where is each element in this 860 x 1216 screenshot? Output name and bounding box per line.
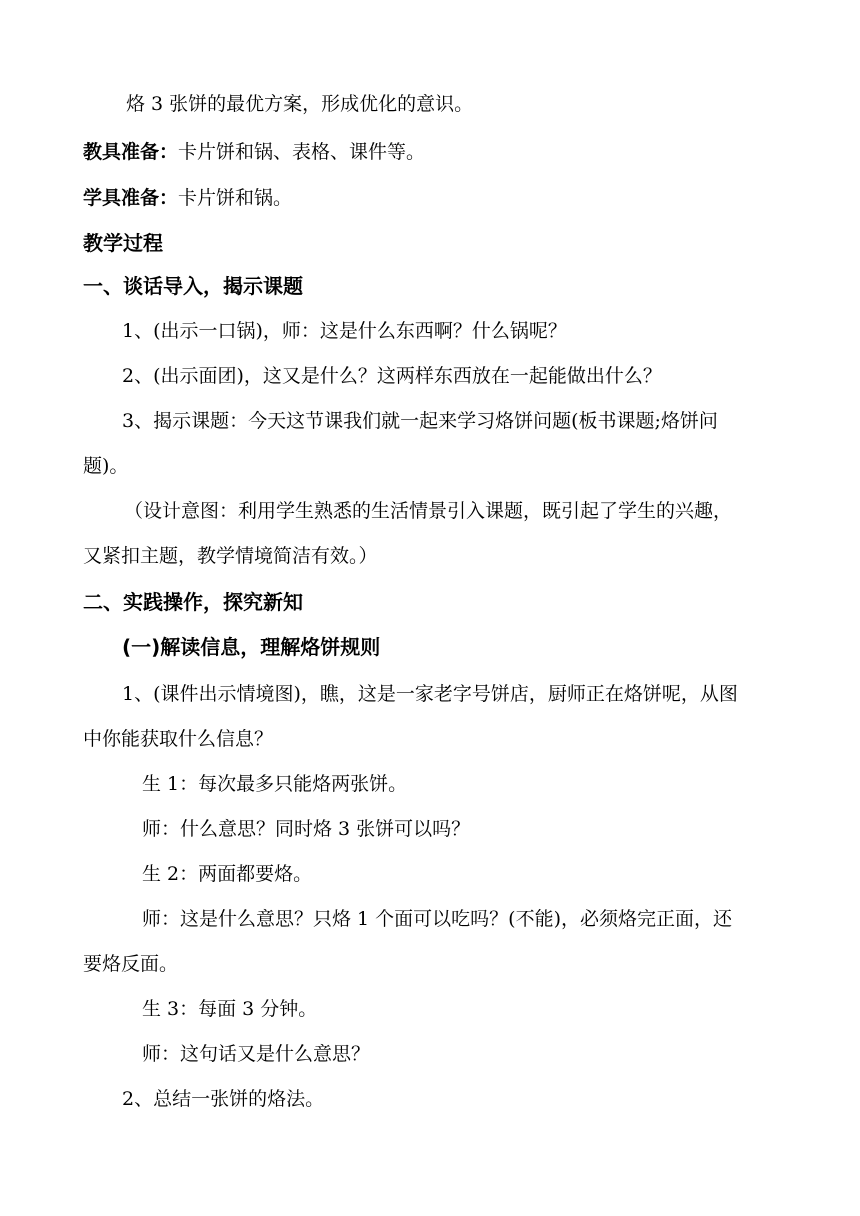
step-3-continuation: 题)。	[83, 455, 129, 477]
info-step-1: 1、(课件出示情境图)，瞧，这是一家老字号饼店，厨师正在烙饼呢，从图	[122, 683, 738, 705]
teacher-3: 师：这句话又是什么意思？	[142, 1043, 371, 1065]
learning-aids-label: 学具准备：	[83, 187, 179, 209]
teaching-aids-text: 卡片饼和锅、表格、课件等。	[178, 141, 426, 163]
teacher-1: 师：什么意思？同时烙 3 张饼可以吗？	[142, 818, 471, 840]
section-two-heading: 二、实践操作，探究新知	[83, 590, 303, 614]
info-step-1-continuation: 中你能获取什么信息？	[83, 728, 274, 750]
design-intent-2: 又紧扣主题，教学情境简洁有效。）	[83, 545, 378, 567]
objective-continuation: 烙 3 张饼的最优方案，形成优化的意识。	[126, 93, 474, 115]
step-3: 3、揭示课题：今天这节课我们就一起来学习烙饼问题(板书课题;烙饼问	[122, 410, 718, 432]
learning-aids-line	[83, 186, 780, 210]
step-2: 2、(出示面团)，这又是什么？这两样东西放在一起能做出什么？	[122, 365, 662, 387]
learning-aids-text: 卡片饼和锅。	[178, 187, 293, 209]
teaching-aids-line	[83, 140, 780, 164]
design-intent-1: （设计意图：利用学生熟悉的生活情景引入课题，既引起了学生的兴趣，	[124, 500, 733, 522]
subsection-one-heading: (一)解读信息，理解烙饼规则	[122, 635, 381, 659]
summary-step: 2、总结一张饼的烙法。	[122, 1088, 325, 1110]
teaching-aids-label: 教具准备：	[83, 141, 179, 163]
teaching-process-heading: 教学过程	[83, 231, 163, 255]
student-2: 生 2：两面都要烙。	[142, 863, 313, 885]
step-1: 1、(出示一口锅)，师：这是什么东西啊？什么锅呢？	[122, 320, 567, 342]
student-3: 生 3：每面 3 分钟。	[142, 998, 318, 1020]
student-1: 生 1：每次最多只能烙两张饼。	[142, 773, 408, 795]
section-one-heading: 一、谈话导入，揭示课题	[83, 274, 303, 298]
teacher-2-continuation: 要烙反面。	[83, 953, 179, 975]
teacher-2: 师：这是什么意思？只烙 1 个面可以吃吗？(不能)，必须烙完正面，还	[142, 908, 732, 930]
